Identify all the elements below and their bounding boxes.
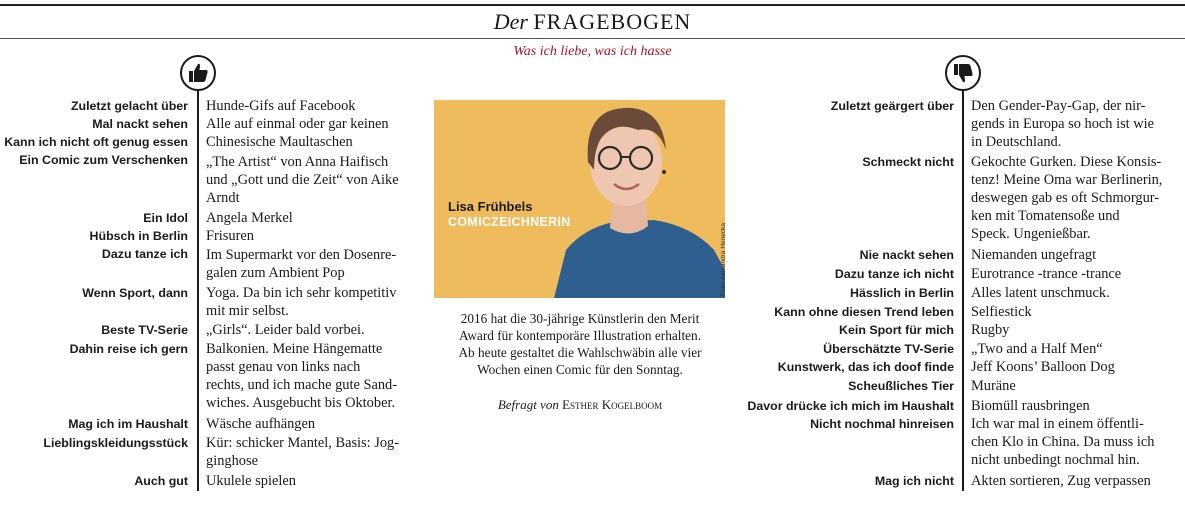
left-answer (206, 472, 296, 490)
left-answer (206, 284, 396, 320)
right-answer (971, 246, 1096, 264)
caption-line: Wochen einen Comic für den Sonntag. (477, 362, 683, 377)
answer-line: wiches. Ausgebucht bis Oktober. (206, 395, 396, 411)
answer-line: Alles latent unschmuck. (971, 285, 1110, 301)
answer-line: „Girls“. Leider bald vorbei. (206, 322, 365, 338)
right-label: Dazu tanze ich nicht (834, 267, 954, 281)
right-label: Zuletzt geärgert über (830, 99, 954, 113)
byline (430, 397, 730, 413)
right-answer (971, 415, 1154, 469)
right-label: Schmeckt nicht (862, 155, 954, 169)
answer-line: Wäsche aufhängen (206, 416, 316, 432)
right-label: Nie nackt sehen (859, 248, 954, 262)
answer-line: Frisuren (206, 228, 254, 244)
right-label: Kein Sport für mich (839, 323, 954, 337)
left-answer (206, 227, 254, 245)
right-answer (971, 340, 1103, 358)
left-divider (197, 91, 199, 491)
answer-line: deswegen gab es oft Schmorgur- (971, 190, 1160, 206)
right-label: Kann ohne diesen Trend leben (774, 305, 954, 319)
left-label: Kann ich nicht oft genug essen (4, 135, 188, 149)
left-answer (206, 246, 396, 282)
subtitle: Was ich liebe, was ich hasse (513, 44, 672, 59)
right-answer (971, 472, 1151, 490)
answer-line: Rugby (971, 322, 1010, 338)
right-answer (971, 265, 1121, 283)
photo-credit: Foto: Alexandra Henecka (720, 223, 727, 296)
left-label: Mag ich im Haushalt (68, 417, 188, 431)
left-label: Zuletzt gelacht über (70, 99, 188, 113)
portrait-role: COMICZEICHNERIN (448, 215, 571, 229)
thumbs-up-icon (180, 55, 216, 91)
right-answer (971, 153, 1162, 243)
left-answer (206, 153, 399, 207)
left-answer (206, 209, 293, 227)
left-label: Wenn Sport, dann (82, 286, 188, 300)
answer-line: Jeff Koons’ Balloon Dog (971, 359, 1115, 375)
answer-line: mit mir selbst. (206, 303, 289, 319)
left-answer (206, 321, 365, 339)
caption-line: Award für kontemporäre Illustration erhalten. (458, 328, 702, 343)
header-title: FRAGEBOGEN (533, 9, 692, 34)
right-label: Hässlich in Berlin (850, 286, 954, 300)
right-label: Überschätzte TV-Serie (823, 342, 954, 356)
answer-line: Hunde-Gifs auf Facebook (206, 98, 356, 114)
left-label: Dahin reise ich gern (69, 342, 188, 356)
right-label: Kunstwerk, das ich doof finde (777, 360, 954, 374)
answer-line: Niemanden ungefragt (971, 247, 1097, 263)
page-header (0, 6, 1185, 38)
portrait-name: Lisa Frühbels (448, 199, 533, 214)
left-label: Hübsch in Berlin (89, 229, 188, 243)
left-label: Auch gut (134, 474, 188, 488)
portrait-photo (434, 100, 725, 298)
answer-line: Selfiestick (971, 304, 1032, 320)
answer-line: Angela Merkel (206, 210, 293, 226)
left-answer (206, 115, 389, 133)
answer-line: gends in Europa so hoch ist wie (971, 116, 1155, 132)
caption-line: Ab heute gestaltet die Wahlschwäbin alle vier (458, 345, 702, 360)
answer-line: Gekochte Gurken. Diese Konsis- (971, 154, 1162, 170)
answer-line: „The Artist“ von Anna Haifisch (206, 154, 389, 170)
caption-line: 2016 hat die 30-jährige Künstlerin den Merit (460, 311, 700, 326)
left-answer (206, 434, 399, 470)
right-answer (971, 397, 1090, 415)
answer-line: Im Supermarkt vor den Dosenre- (206, 247, 397, 263)
left-answer (206, 133, 353, 151)
answer-line: ginghose (206, 453, 258, 469)
answer-line: Kür: schicker Mantel, Basis: Jog- (206, 435, 400, 451)
answer-line: Yoga. Da bin ich sehr kompetitiv (206, 285, 397, 301)
answer-line: und „Gott und die Zeit“ von Aike (206, 172, 399, 188)
right-label: Davor drücke ich mich im Haushalt (747, 399, 954, 413)
left-label: Mal nackt sehen (92, 117, 188, 131)
answer-line: „Two and a Half Men“ (971, 341, 1103, 357)
right-divider (962, 91, 964, 491)
header-der: Der (493, 9, 528, 34)
right-answer (971, 358, 1115, 376)
right-label: Scheußliches Tier (848, 379, 954, 393)
answer-line: passt genau von links nach (206, 359, 361, 375)
right-answer (971, 97, 1154, 151)
left-answer (206, 97, 355, 115)
thumbs-down-icon (945, 55, 981, 91)
answer-line: Muräne (971, 378, 1016, 394)
answer-line: nicht unbedingt nochmal hin. (971, 452, 1140, 468)
answer-line: Eurotrance -trance -trance (971, 266, 1122, 282)
answer-line: in Deutschland. (971, 134, 1062, 150)
answer-line: Arndt (206, 190, 240, 206)
answer-line: Speck. Ungenießbar. (971, 226, 1091, 242)
answer-line: ken mit Tomatensoße und (971, 208, 1120, 224)
answer-line: galen zum Ambient Pop (206, 265, 345, 281)
caption (430, 310, 730, 378)
left-label: Lieblingskleidungsstück (43, 436, 188, 450)
answer-line: tenz! Meine Oma war Berlinerin, (971, 172, 1163, 188)
right-label: Mag ich nicht (874, 474, 954, 488)
right-answer (971, 284, 1110, 302)
answer-line: Den Gender-Pay-Gap, der nir- (971, 98, 1146, 114)
answer-line: Biomüll rausbringen (971, 398, 1090, 414)
byline-prefix: Befragt von (497, 397, 559, 412)
header-rule (0, 38, 1185, 39)
right-answer (971, 377, 1016, 395)
answer-line: Ukulele spielen (206, 473, 296, 489)
left-answer (206, 415, 315, 433)
left-label: Ein Comic zum Verschenken (19, 153, 188, 167)
answer-line: Chinesische Maultaschen (206, 134, 353, 150)
right-answer (971, 303, 1032, 321)
answer-line: chen Klo in China. Da muss ich (971, 434, 1155, 450)
right-answer (971, 321, 1009, 339)
answer-line: rechts, und ich mache gute Sand- (206, 377, 398, 393)
left-label: Ein Idol (143, 211, 188, 225)
answer-line: Ich war mal in einem öffentli- (971, 416, 1144, 432)
right-label: Nicht nochmal hinreisen (810, 417, 954, 431)
left-label: Dazu tanze ich (101, 247, 188, 261)
answer-line: Balkonien. Meine Hängematte (206, 341, 383, 357)
left-answer (206, 340, 397, 412)
answer-line: Alle auf einmal oder gar keinen (206, 116, 389, 132)
left-label: Beste TV-Serie (101, 323, 188, 337)
answer-line: Akten sortieren, Zug verpassen (971, 473, 1151, 489)
byline-name: Esther Kogelboom (562, 397, 663, 412)
